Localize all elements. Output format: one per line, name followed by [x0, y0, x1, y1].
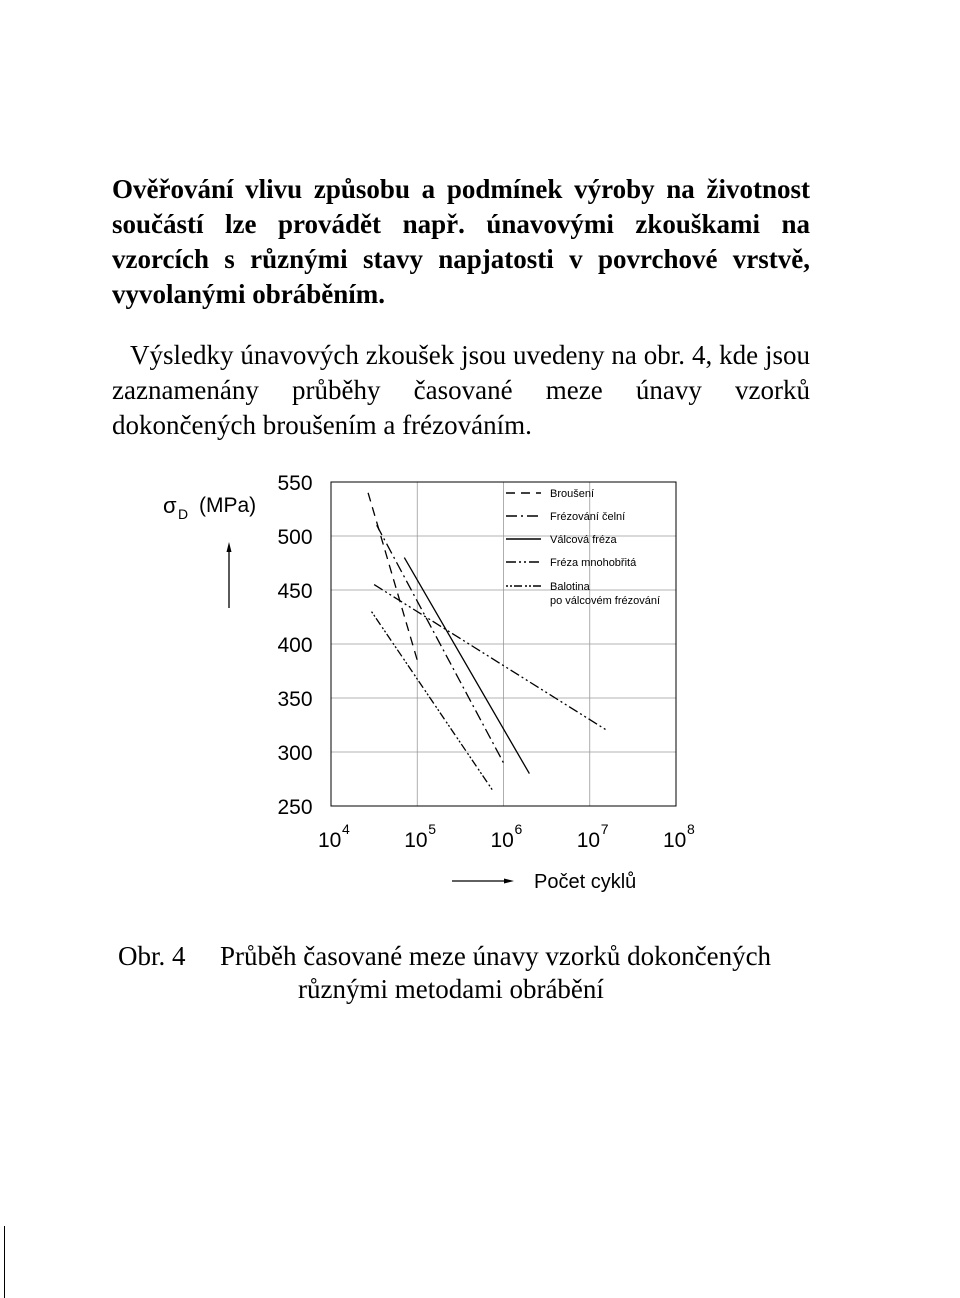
- y-axis-unit: (MPa): [199, 494, 257, 517]
- legend: [506, 488, 660, 607]
- x-tick-base: 10: [404, 829, 428, 852]
- y-axis-arrowhead: [227, 542, 232, 552]
- x-tick-labels: [318, 821, 695, 852]
- results-paragraph: [112, 338, 810, 443]
- y-tick-label: 300: [277, 742, 313, 765]
- results-paragraph-text: Výsledky únavových zkoušek jsou uvedeny na obr. 4, kde jsou zaznamenány průběhy časované meze únavy vzorků dokončených broušením a frézováním.: [112, 340, 810, 440]
- x-tick-exponent: 7: [600, 821, 609, 837]
- legend-label-5: Balotina: [550, 581, 590, 593]
- fatigue-chart-figure: [0, 460, 960, 900]
- x-tick-label: [663, 821, 695, 852]
- y-axis-symbol: σ: [163, 493, 177, 518]
- x-axis-label: Počet cyklů: [534, 871, 637, 893]
- x-tick-label: [491, 821, 523, 852]
- x-axis-arrowhead: [504, 879, 514, 884]
- caption-number: Obr. 4: [118, 941, 186, 971]
- scan-margin-line: [4, 1226, 5, 1298]
- x-tick-base: 10: [490, 829, 514, 852]
- x-tick-exponent: 8: [687, 821, 695, 837]
- legend-label-1: Broušení: [550, 488, 595, 500]
- x-tick-base: 10: [576, 829, 601, 852]
- y-tick-label: 350: [277, 688, 313, 711]
- x-tick-label: [404, 821, 436, 852]
- legend-label-4: Fréza mnohobřitá: [550, 557, 637, 569]
- series-line-1: [368, 493, 417, 660]
- y-tick-label: 250: [277, 796, 313, 819]
- caption-line-2: různými metodami obrábění: [298, 974, 604, 1004]
- x-tick-exponent: 5: [428, 821, 437, 837]
- intro-paragraph-bold: Ověřování vlivu způsobu a podmínek výroby na životnost součástí lze provádět např. únavovými zkouškami na vzorcích s různými stavy napjatosti v povrchové vrstvě, vyvolanými obráběním.: [112, 174, 810, 309]
- y-tick-label: 400: [277, 634, 313, 657]
- y-axis-subscript: D: [178, 506, 189, 522]
- x-tick-base: 10: [663, 829, 687, 852]
- x-tick-base: 10: [318, 829, 342, 852]
- fatigue-chart: [0, 460, 960, 900]
- legend-label-5-line2: po válcovém frézování: [550, 595, 661, 607]
- legend-label-3: Válcová fréza: [550, 534, 617, 546]
- y-tick-label: 450: [277, 580, 313, 603]
- x-tick-label: [577, 821, 609, 852]
- y-tick-label: 550: [277, 472, 313, 495]
- grid: [331, 482, 676, 806]
- x-tick-exponent: 6: [514, 821, 523, 837]
- y-tick-labels: [277, 472, 312, 819]
- x-tick-exponent: 4: [342, 821, 350, 837]
- caption-line-1: Průběh časované meze únavy vzorků dokončených: [220, 941, 772, 971]
- x-tick-label: [318, 821, 350, 852]
- y-tick-label: 500: [277, 526, 313, 549]
- series-line-5: [372, 612, 493, 790]
- legend-label-2: Frézování čelní: [550, 511, 626, 523]
